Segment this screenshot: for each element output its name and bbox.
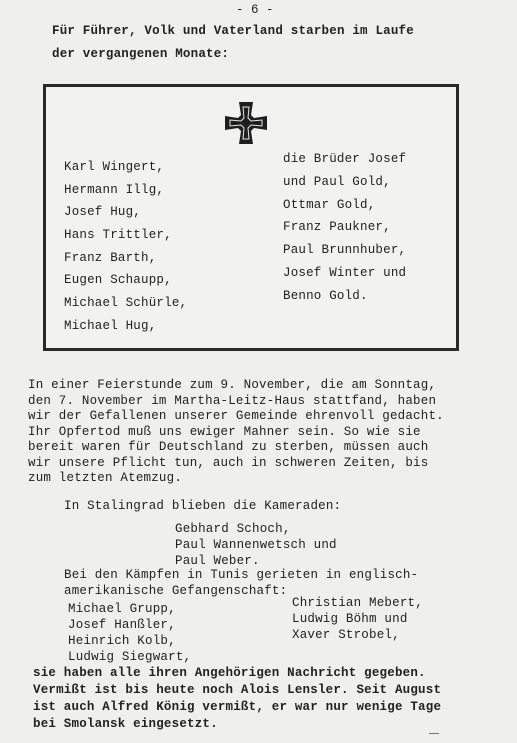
closing-line: ist auch Alfred König vermißt, er war nur wenige Tage [33,700,442,714]
paragraph-line: zum letzten Atemzug. [28,471,183,485]
stalingrad-name: Gebhard Schoch, [175,522,291,536]
fallen-name: Hans Trittler, [64,228,172,243]
iron-cross-icon [225,102,267,144]
fallen-name: Franz Barth, [64,250,157,265]
paragraph-line: wir der Gefallenen unserer Gemeinde ehrenvoll gedacht. [28,409,444,423]
prisoner-name: Christian Mebert, [292,596,423,610]
fallen-name: Michael Schürle, [64,296,188,311]
fallen-list-left [64,160,187,342]
fallen-list-right [283,152,406,312]
paragraph-line: Ihr Opfertod muß uns ewiger Mahner sein. So wie sie [28,424,421,439]
fallen-name: Michael Hug, [64,318,157,333]
fallen-name: Ottmar Gold, [283,197,376,212]
tunis-intro-line-2: amerikanische Gefangenschaft: [64,584,288,598]
prisoner-name: Josef Hanßler, [68,618,176,632]
closing-line: sie haben alle ihren Angehörigen Nachricht gegeben. [33,666,426,680]
fallen-name: Eugen Schaupp, [64,273,172,288]
fallen-name: die Brüder Josef [283,152,407,166]
fallen-name: Josef Winter und [283,265,407,280]
tunis-list-left [68,602,191,666]
tunis-intro-line-1: Bei den Kämpfen in Tunis gerieten in englisch- [64,568,419,582]
prisoner-name: Michael Grupp, [68,602,176,616]
page-mark [429,733,439,740]
header-line-1: Für Führer, Volk und Vaterland starben im Laufe [52,24,414,38]
closing-paragraph [33,666,441,734]
paragraph-line: In einer Feierstunde zum 9. November, die am Sonntag, [28,378,437,392]
stalingrad-intro: In Stalingrad blieben die Kameraden: [64,499,342,513]
fallen-name: Hermann Illg, [64,182,165,197]
prisoner-name: Heinrich Kolb, [68,634,176,648]
paragraph-line: bereit waren für Deutschland zu sterben, müssen auch [28,440,429,454]
closing-line: bei Smolansk eingesetzt. [33,717,218,731]
commemoration-paragraph [28,378,444,487]
stalingrad-list [175,522,337,570]
fallen-name: und Paul Gold, [283,174,391,189]
prisoner-name: Ludwig Siegwart, [68,650,192,664]
fallen-name: Paul Brunnhuber, [283,243,407,258]
stalingrad-name: Paul Weber. [175,554,260,568]
paragraph-line: wir unsere Pflicht tun, auch in schweren Zeiten, bis [28,455,429,470]
fallen-name: Benno Gold. [283,288,368,303]
stalingrad-name: Paul Wannenwetsch und [175,538,337,552]
fallen-name: Franz Paukner, [283,220,391,235]
prisoner-name: Xaver Strobel, [292,628,400,642]
page-number: - 6 - [236,3,274,17]
header-line-2: der vergangenen Monate: [52,47,230,61]
tunis-list-right [292,596,423,644]
closing-line: Vermißt ist bis heute noch Alois Lensler. Seit August [33,683,442,697]
prisoner-name: Ludwig Böhm und [292,612,408,626]
paragraph-line: den 7. November im Martha-Leitz-Haus stattfand, haben [28,393,437,408]
fallen-name: Karl Wingert, [64,160,165,174]
fallen-name: Josef Hug, [64,205,142,220]
